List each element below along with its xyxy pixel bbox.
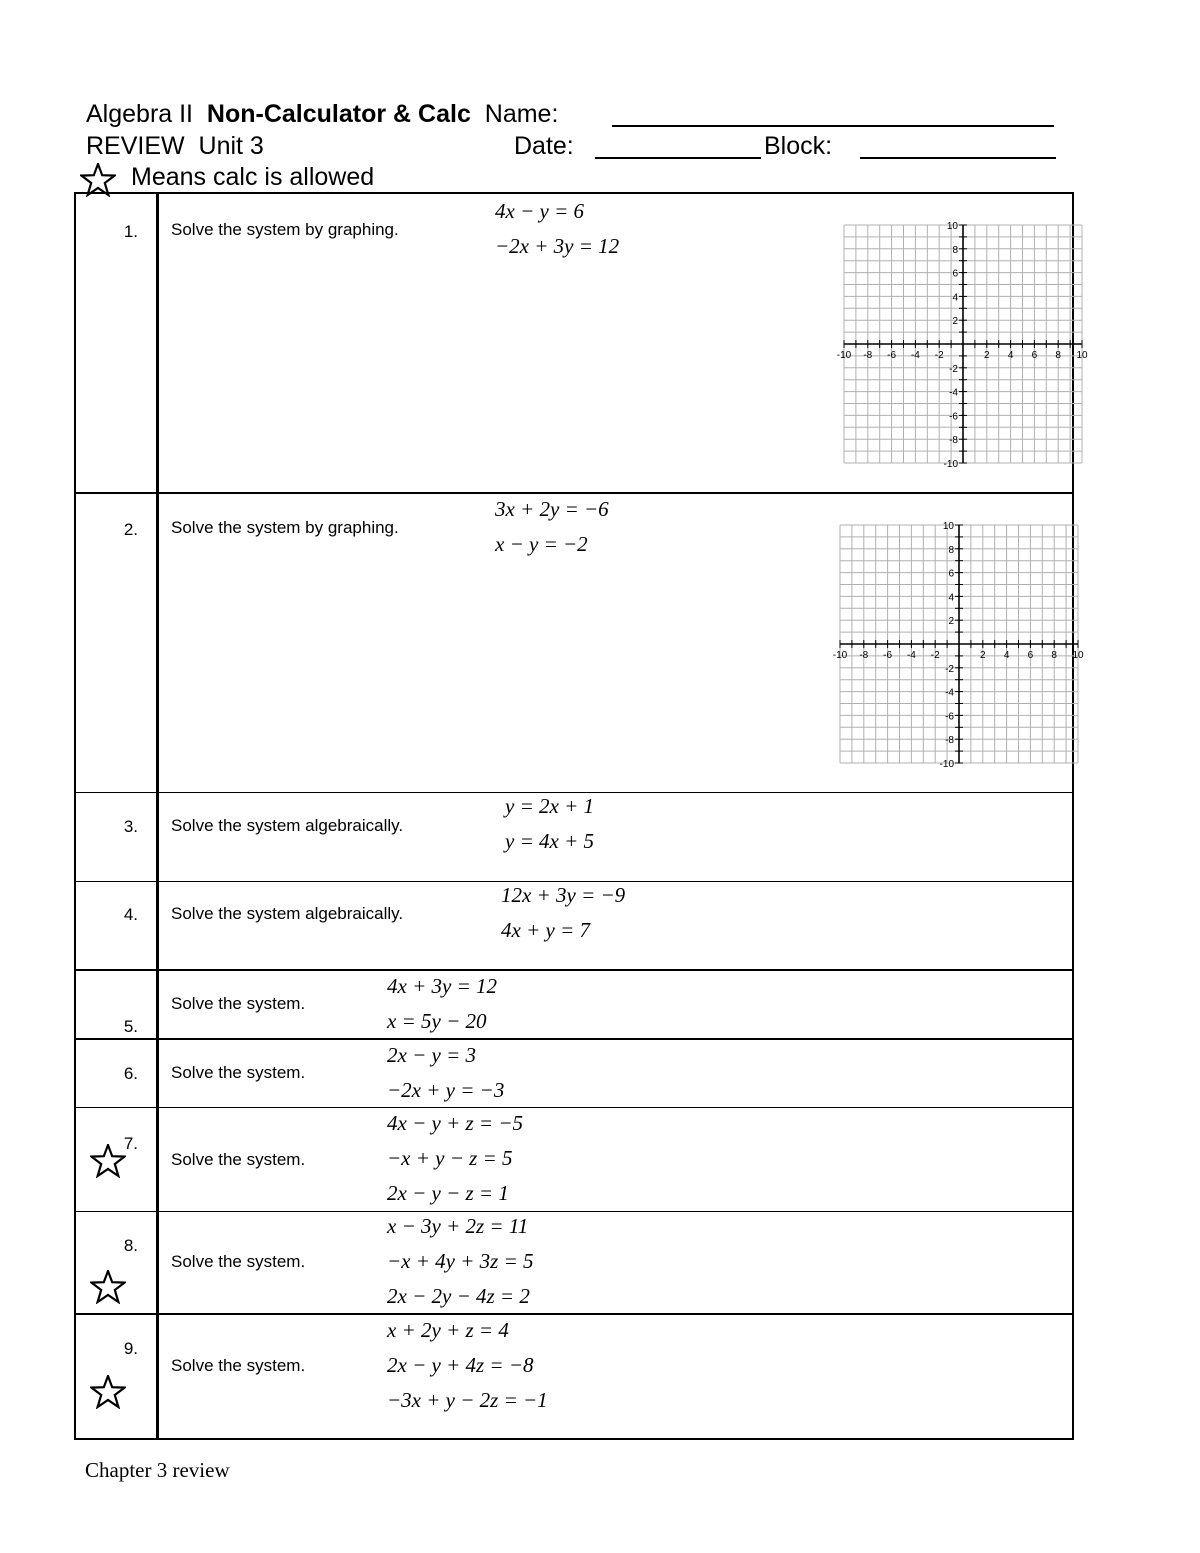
- y-tick-label: -6: [945, 711, 954, 723]
- equation: y = 2x + 1: [505, 793, 594, 818]
- problem-body: [158, 1211, 1074, 1314]
- problem-body: [158, 493, 1084, 792]
- equation: y = 4x + 5: [505, 828, 594, 853]
- problem-number: 4.: [123, 904, 138, 924]
- y-tick-label: 10: [946, 221, 958, 232]
- header-line-1: [86, 102, 558, 127]
- equation: 4x − y + z = −5: [387, 1110, 523, 1135]
- x-tick-label: -6: [887, 350, 897, 361]
- equation: 2x − y + 4z = −8: [387, 1353, 534, 1377]
- table-row: [75, 1211, 1073, 1314]
- problem-instruction: Solve the system.: [171, 1149, 306, 1169]
- x-tick-label: 10: [1076, 350, 1088, 361]
- problem-body: [158, 1039, 1074, 1107]
- problem-number-cell: [75, 970, 158, 1039]
- coordinate-grid[interactable]: [824, 219, 1104, 469]
- equation: 4x + y = 7: [501, 917, 590, 942]
- equation: −3x + y − 2z = −1: [387, 1388, 548, 1412]
- coordinate-grid[interactable]: [820, 519, 1100, 769]
- problem-number-cell: [75, 881, 158, 970]
- equation-list: [387, 1106, 523, 1211]
- equation: x − y = −2: [495, 532, 588, 556]
- equation-list: [387, 1209, 534, 1314]
- calc-star-icon: [90, 1375, 126, 1409]
- equation: x − 3y + 2z = 11: [387, 1213, 529, 1238]
- y-tick-label: -4: [949, 387, 958, 399]
- y-tick-label: -2: [949, 363, 958, 375]
- problem-body: [158, 1314, 1074, 1439]
- y-tick-label: 10: [942, 521, 954, 532]
- table-row: [75, 493, 1073, 792]
- problem-instruction: Solve the system algebraically.: [171, 815, 404, 835]
- date-field[interactable]: [595, 135, 761, 159]
- problem-body: [158, 792, 1074, 881]
- problem-number-cell: [75, 493, 158, 792]
- x-tick-label: -4: [910, 350, 920, 361]
- problem-instruction: Solve the system.: [171, 1251, 306, 1271]
- y-tick-label: 4: [952, 292, 958, 304]
- y-tick-label: -8: [945, 735, 954, 747]
- problem-number: 3.: [123, 816, 138, 836]
- equation-list: [505, 789, 594, 859]
- equation: x + 2y + z = 4: [387, 1318, 509, 1342]
- unit-label: Unit 3: [198, 132, 264, 160]
- problem-number: 9.: [123, 1339, 138, 1358]
- problem-instruction: Solve the system algebraically.: [171, 903, 404, 923]
- calc-note: Means calc is allowed: [131, 163, 375, 191]
- date-label: Date:: [514, 132, 574, 160]
- problems-table: [74, 192, 1088, 1440]
- equation: 3x + 2y = −6: [495, 497, 609, 521]
- calc-star-icon: [90, 1270, 126, 1304]
- y-tick-label: 6: [948, 568, 954, 580]
- problem-instruction: Solve the system.: [171, 1356, 306, 1375]
- problem-instruction: Solve the system by graphing.: [171, 518, 399, 537]
- y-tick-label: 8: [952, 244, 958, 256]
- y-tick-label: 8: [948, 544, 954, 556]
- problem-number: 6.: [123, 1064, 138, 1083]
- name-field[interactable]: [612, 103, 1054, 127]
- problem-number-cell: [75, 193, 158, 493]
- equation-list: [495, 194, 619, 264]
- problem-instruction: Solve the system by graphing.: [171, 220, 399, 239]
- equation: −2x + y = −3: [387, 1078, 505, 1102]
- y-tick-label: -6: [949, 411, 958, 423]
- problem-body: [158, 1107, 1074, 1211]
- equation-list: [387, 1313, 548, 1418]
- problem-instruction: Solve the system.: [171, 994, 306, 1013]
- x-tick-label: 8: [1051, 650, 1057, 661]
- problem-body: [158, 193, 1088, 493]
- y-tick-label: -10: [939, 759, 954, 769]
- equation-list: [387, 1038, 504, 1108]
- y-tick-label: 4: [948, 592, 954, 604]
- review-label: REVIEW: [86, 132, 185, 160]
- x-tick-label: -8: [859, 650, 869, 661]
- problem-body: [158, 970, 1074, 1039]
- equation: −x + 4y + 3z = 5: [387, 1248, 534, 1273]
- table-row: [75, 1107, 1073, 1211]
- y-tick-label: -4: [945, 687, 954, 699]
- page-footer: Chapter 3 review: [85, 1458, 230, 1482]
- x-tick-label: -2: [930, 650, 940, 661]
- x-tick-label: 4: [1003, 650, 1010, 661]
- problem-body: [158, 881, 1074, 970]
- name-label: Name:: [484, 100, 559, 128]
- x-tick-label: 2: [984, 350, 990, 361]
- table-row: [75, 881, 1073, 970]
- equation: 4x − y = 6: [495, 199, 584, 223]
- equation: 2x − y = 3: [387, 1043, 476, 1067]
- x-tick-label: 6: [1031, 350, 1038, 361]
- table-row: [75, 1039, 1073, 1107]
- x-tick-label: 4: [1007, 350, 1014, 361]
- table-row: [75, 970, 1073, 1039]
- problem-number: 7.: [123, 1133, 138, 1153]
- course-title: Algebra II: [86, 100, 194, 128]
- x-tick-label: -4: [906, 650, 916, 661]
- y-tick-label: -8: [949, 435, 958, 447]
- equation-list: [387, 969, 497, 1039]
- table-row: [75, 792, 1073, 881]
- y-tick-label: -10: [943, 459, 958, 469]
- x-tick-label: -6: [883, 650, 893, 661]
- header-line-2: [86, 134, 264, 159]
- problem-number-cell: [75, 1211, 158, 1314]
- x-tick-label: -8: [863, 350, 873, 361]
- x-tick-label: 6: [1027, 650, 1034, 661]
- equation: 12x + 3y = −9: [501, 882, 626, 907]
- y-tick-label: 2: [952, 316, 958, 328]
- equation: 2x − y − z = 1: [387, 1180, 509, 1205]
- problem-number-cell: [75, 1039, 158, 1107]
- problem-number: 8.: [123, 1235, 138, 1255]
- y-tick-label: 6: [952, 268, 958, 280]
- block-label: Block:: [764, 132, 833, 160]
- table-row: [75, 1314, 1073, 1439]
- table-row: [75, 193, 1073, 493]
- x-tick-label: 2: [980, 650, 986, 661]
- equation-list: [495, 492, 609, 562]
- equation: x = 5y − 20: [387, 1009, 487, 1033]
- y-tick-label: -2: [945, 663, 954, 675]
- x-tick-label: -10: [836, 350, 852, 361]
- equation: −x + y − z = 5: [387, 1145, 513, 1170]
- calc-star-icon: [90, 1144, 126, 1178]
- problem-number-cell: [75, 792, 158, 881]
- equation: −2x + 3y = 12: [495, 234, 620, 258]
- x-tick-label: -10: [832, 650, 848, 661]
- x-tick-label: -2: [934, 350, 944, 361]
- problem-number: 2.: [123, 520, 138, 539]
- block-field[interactable]: [860, 135, 1056, 159]
- x-tick-label: 10: [1072, 650, 1084, 661]
- problem-number-cell: [75, 1107, 158, 1211]
- equation: 4x + 3y = 12: [387, 974, 497, 998]
- mode-title: Non-Calculator & Calc: [206, 100, 471, 128]
- y-tick-label: 2: [948, 616, 954, 628]
- problem-number: 5.: [123, 1017, 138, 1036]
- equation: 2x − 2y − 4z = 2: [387, 1283, 530, 1308]
- equation-list: [501, 878, 625, 948]
- problem-number-cell: [75, 1314, 158, 1439]
- problem-instruction: Solve the system.: [171, 1063, 306, 1082]
- problem-number: 1.: [123, 222, 138, 241]
- x-tick-label: 8: [1055, 350, 1061, 361]
